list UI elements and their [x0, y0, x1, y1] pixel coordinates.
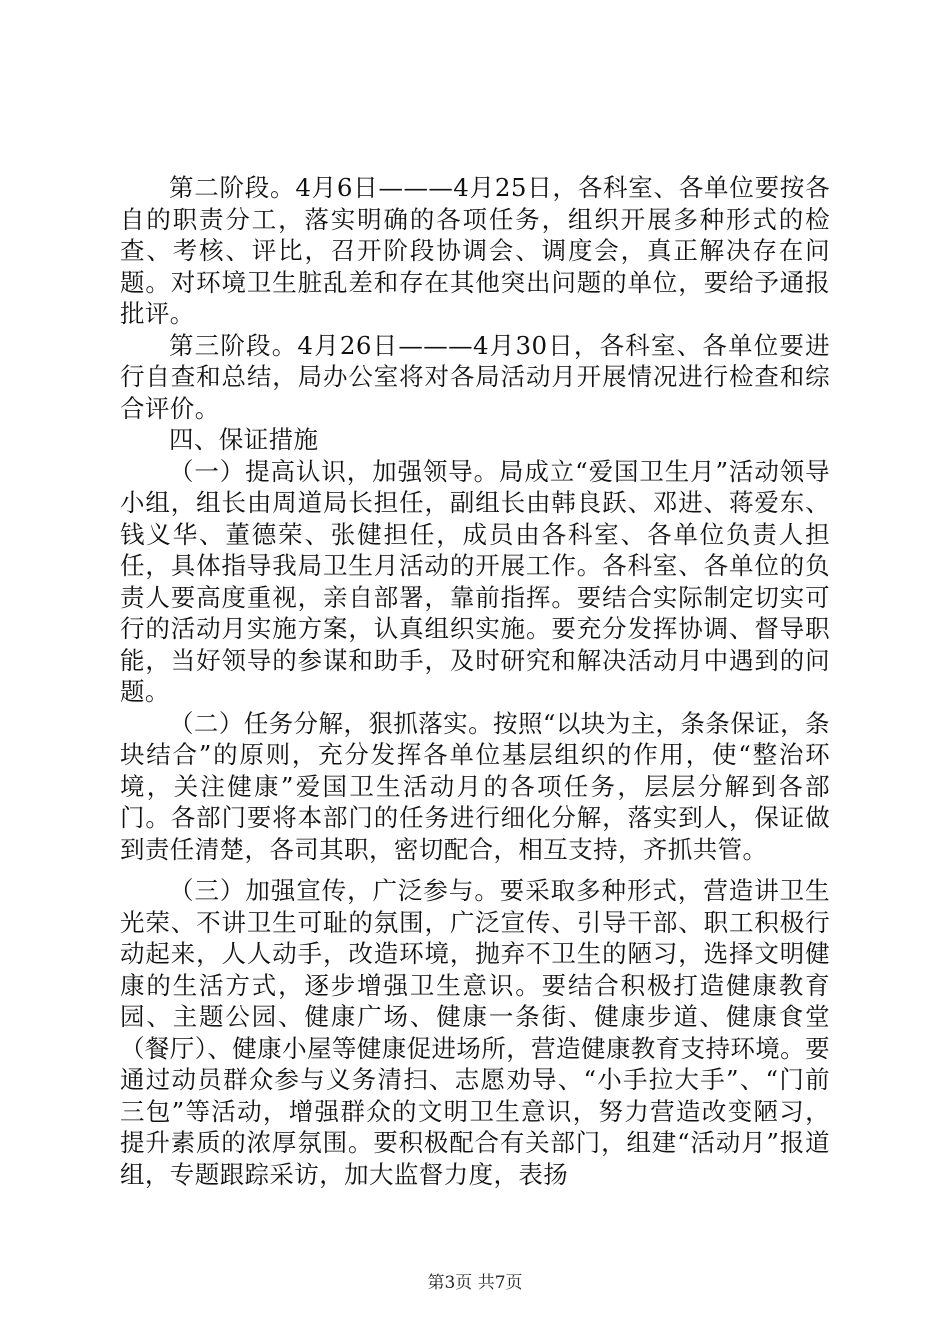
paragraph-measure-one: （一）提高认识，加强领导。局成立“爱国卫生月”活动领导小组，组长由周道局长担任，副组长由韩良跃、邓进、蒋爱东、钱义华、董德荣、张健担任，成员由各科室、各单位负责人担任，具体指导我局卫生月活动的开展工作。各科室、各单位的负责人要高度重视，亲自部署，靠前指挥。要结合实际制定切实可行的活动月实施方案，认真组织实施。要充分发挥协调、督导职能，当好领导的参谋和助手，及时研究和解决活动月中遇到的问题。 [120, 456, 830, 706]
paragraph-measure-two: （二）任务分解，狠抓落实。按照“以块为主，条条保证，条块结合”的原则，充分发挥各单位基层组织的作用，使“整治环境，关注健康”爱国卫生活动月的各项任务，层层分解到各部门。各部门要将本部门的任务进行细化分解，落实到人，保证做到责任清楚，各司其职，密切配合，相互支持，齐抓共管。 [120, 708, 830, 864]
document-body [120, 172, 830, 1190]
paragraph-stage-three: 第三阶段。4月26日———4月30日，各科室、各单位要进行自查和总结，局办公室将对各局活动月开展情况进行检查和综合评价。 [120, 330, 830, 423]
paragraph-stage-two: 第二阶段。4月6日———4月25日，各科室、各单位要按各自的职责分工，落实明确的各项任务，组织开展多种形式的检查、考核、评比，召开阶段协调会、调度会，真正解决存在问题。对环境卫生脏乱差和存在其他突出问题的单位，要给予通报批评。 [120, 173, 830, 328]
page-number-footer: 第3页 共7页 [427, 1273, 523, 1293]
paragraph-measure-three: （三）加强宣传，广泛参与。要采取多种形式，营造讲卫生光荣、不讲卫生可耻的氛围，广泛宣传、引导干部、职工积极行动起来，人人动手，改造环境，抛弃不卫生的陋习，选择文明健康的生活方式，逐步增强卫生意识。要结合积极打造健康教育园、主题公园、健康广场、健康一条街、健康步道、健康食堂（餐厅）、健康小屋等健康促进场所，营造健康教育支持环境。要通过动员群众参与义务清扫、志愿劝导、“小手拉大手”、“门前三包”等活动，增强群众的文明卫生意识，努力营造改变陋习，提升素质的浓厚氛围。要积极配合有关部门，组建“活动月”报道组，专题跟踪采访，加大监督力度，表扬 [120, 876, 830, 1189]
section-heading-guarantee-measures: 四、保证措施 [169, 425, 319, 454]
